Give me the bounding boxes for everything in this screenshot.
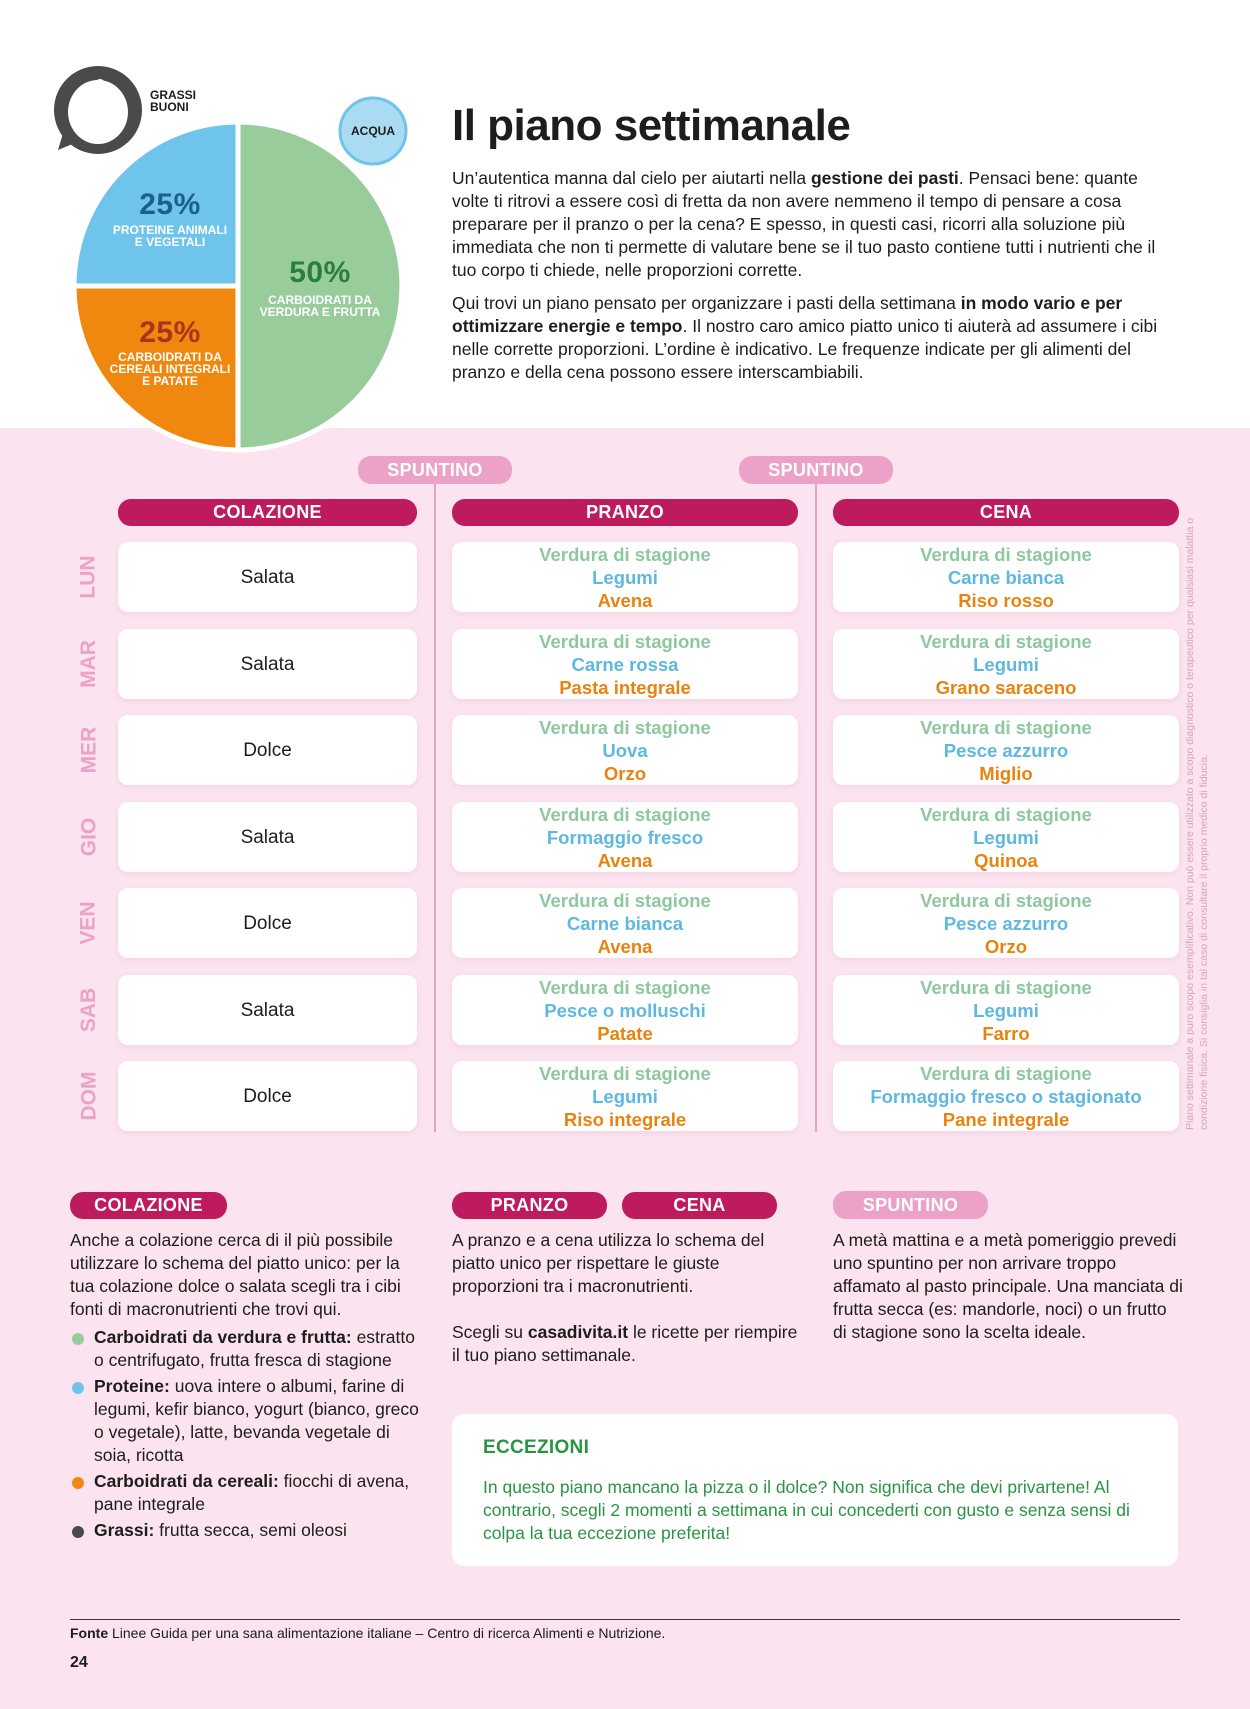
cena-cell: Verdura di stagione Pesce azzurro Orzo [833,888,1179,958]
spuntino-text: A metà mattina e a metà pomeriggio prevedi uno spuntino per non arrivare troppo affamato al pasto principale. Una manciata di frutta secca (es: mandorle, noci) o un frutto di stagione sono la scelta ideale. [833,1230,1183,1342]
pranzo-cell: Verdura di stagione Formaggio fresco Avena [452,802,798,872]
pranzo-cell: Verdura di stagione Legumi Riso integrale [452,1061,798,1131]
cena-cell: Verdura di stagione Carne bianca Riso rosso [833,542,1179,612]
casadivita-link: casadivita.it [527,1322,629,1342]
bullet-dot [72,1382,84,1394]
grassi-label: GRASSI BUONI [150,88,197,114]
day-label: VEN [77,901,100,945]
disclaimer-note: Piano settimanale a puro scopo esemplificativo. Non può essere utilizzato a scopo diagnostico o terapeutico per qualsiasi malattia o condizione fisica. Si consiglia in tal caso di consultare il proprio medico di fiducia. [1184,517,1210,1130]
cena-label: CENA [622,1192,777,1219]
day-label: DOM [77,1071,100,1121]
cereali-label: CARBOIDRATI DA CEREALI INTEGRALI E PATATE [109,350,231,388]
colazione-text: Anche a colazione cerca di il più possibile utilizzare lo schema del piatto unico: per la tua colazione dolce o salata scegli tra i cibi fonti di macronutrienti che trovi qui. [70,1230,401,1319]
spuntino-divider-1 [434,484,436,1132]
cena-cell: Verdura di stagione Legumi Farro [833,975,1179,1045]
cena-cell: Verdura di stagione Legumi Grano saraceno [833,629,1179,699]
verdura-label: CARBOIDRATI DA VERDURA E FRUTTA [259,293,381,319]
column-header-pranzo: PRANZO [452,499,798,526]
colazione-cell: Salata [118,629,417,699]
macronutrient-list [70,1326,420,1545]
intro-paragraph-2: Qui trovi un piano pensato per organizzare i pasti della settimana in modo vario e per ottimizzare energie e tempo. Il nostro caro amico piatto unico ti aiuterà ad assumere i cibi nelle corrette proporzioni. L’ordine è indicativo. Le frequenze indicate per gli alimenti del pranzo e della cena possono essere interscambiabili. [452,293,1158,382]
verdura-percent: 50% [289,256,351,289]
day-label: MAR [77,640,101,688]
day-label: MER [77,726,101,774]
grassi-icon [54,66,142,154]
colazione-cell: Dolce [118,715,417,785]
list-item: Grassi: frutta secca, semi oleosi [70,1519,420,1542]
intro-paragraph-1: Un’autentica manna dal cielo per aiutarti nella gestione dei pasti. Pensaci bene: quante volte ti ritrovi a essere così di fretta da non avere nemmeno il tempo di pensare a cosa preparare per il pranzo o per la cena? E spesso, in questi casi, ricorri alla soluzione più immediata che non ti permette di valutare bene se il tuo pasto contiene tutti i nutrienti che il tuo corpo ti chiede, nelle proporzioni corrette. [452,168,1156,280]
list-item: Carboidrati da cereali: fiocchi di avena, pane integrale [70,1470,420,1516]
pranzo-cell: Verdura di stagione Pesce o molluschi Patate [452,975,798,1045]
spuntino-divider-2 [815,484,817,1132]
colazione-cell: Dolce [118,888,417,958]
spuntino-pill-2: SPUNTINO [739,456,893,484]
colazione-cell: Dolce [118,1061,417,1131]
colazione-cell: Salata [118,802,417,872]
bullet-dot [72,1526,84,1538]
bullet-dot [72,1333,84,1345]
eccezioni-title: ECCEZIONI [483,1437,590,1458]
pranzo-label: PRANZO [452,1192,607,1219]
cena-cell: Verdura di stagione Legumi Quinoa [833,802,1179,872]
page-number: 24 [70,1654,88,1671]
column-header-cena: CENA [833,499,1179,526]
day-label: SAB [77,987,100,1033]
cereali-percent: 25% [139,316,201,349]
pranzo-cell: Verdura di stagione Carne rossa Pasta integrale [452,629,798,699]
day-label: GIO [77,817,101,857]
pranzo-cell: Verdura di stagione Legumi Avena [452,542,798,612]
colazione-label: COLAZIONE [70,1192,227,1219]
footer-divider [70,1619,1180,1620]
cena-cell: Verdura di stagione Pesce azzurro Miglio [833,715,1179,785]
column-header-colazione: COLAZIONE [118,499,417,526]
eccezioni-text: In questo piano mancano la pizza o il dolce? Non significa che devi privartene! Al contrario, scegli 2 momenti a settimana in cui concederti con gusto e senza sensi di colpa la tua eccezione preferita! [483,1477,1130,1543]
proteine-label: PROTEINE ANIMALI E VEGETALI [112,223,228,249]
page-title: Il piano settimanale [452,101,851,150]
healthy-plate [50,58,430,468]
scegli-text: Scegli su casadivita.it le ricette per riempire il tuo piano settimanale. [452,1322,798,1365]
list-item: Carboidrati da verdura e frutta: estratto o centrifugato, frutta fresca di stagione [70,1326,420,1372]
spuntino-label: SPUNTINO [833,1191,988,1219]
list-item: Proteine: uova intere o albumi, farine di legumi, kefir bianco, yogurt (bianco, greco o vegetale), latte, bevanda vegetale di soia, ricotta [70,1375,420,1467]
cena-cell: Verdura di stagione Formaggio fresco o stagionato Pane integrale [833,1061,1179,1131]
spuntino-pill-1: SPUNTINO [358,456,512,484]
colazione-cell: Salata [118,542,417,612]
colazione-cell: Salata [118,975,417,1045]
eccezioni-box [452,1414,1178,1566]
day-label: LUN [77,555,101,599]
proteine-percent: 25% [139,188,201,221]
pranzo-cell: Verdura di stagione Carne bianca Avena [452,888,798,958]
pranzo-cell: Verdura di stagione Uova Orzo [452,715,798,785]
source-note: Fonte Linee Guida per una sana alimentazione italiane – Centro di ricerca Alimenti e Nutrizione. [70,1625,666,1641]
pranzo-text: A pranzo e a cena utilizza lo schema del piatto unico per rispettare le giuste proporzioni tra i macronutrienti. [452,1230,765,1296]
acqua-label: ACQUA [351,124,395,138]
bullet-dot [72,1477,84,1489]
